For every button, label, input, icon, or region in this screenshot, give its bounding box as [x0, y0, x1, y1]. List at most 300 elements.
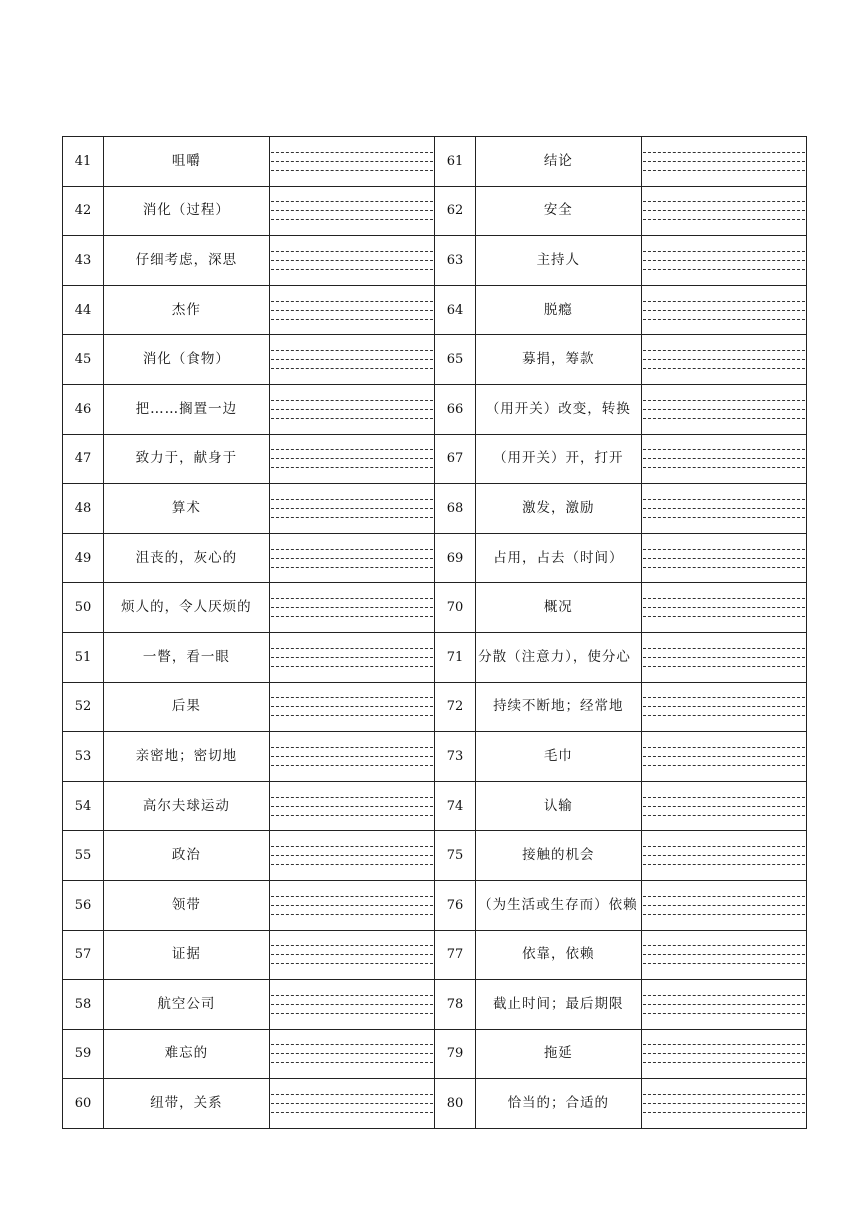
- dashed-writing-line: [271, 1103, 433, 1104]
- answer-blank[interactable]: [641, 236, 806, 286]
- dashed-writing-line: [271, 170, 433, 171]
- chinese-meaning: 后果: [104, 682, 269, 732]
- answer-blank[interactable]: [269, 1029, 434, 1079]
- answer-lines: [270, 782, 434, 831]
- dashed-writing-line: [643, 301, 805, 302]
- dashed-writing-line: [643, 251, 805, 252]
- chinese-meaning: 恰当的；合适的: [476, 1079, 641, 1129]
- answer-lines: [270, 980, 434, 1029]
- answer-blank[interactable]: [641, 1029, 806, 1079]
- chinese-meaning: 杰作: [104, 285, 269, 335]
- dashed-writing-line: [271, 567, 433, 568]
- answer-lines: [270, 732, 434, 781]
- table-row: [63, 880, 807, 930]
- dashed-writing-line: [271, 864, 433, 865]
- dashed-writing-line: [271, 1044, 433, 1045]
- dashed-writing-line: [643, 945, 805, 946]
- chinese-meaning: 认输: [476, 781, 641, 831]
- dashed-writing-line: [271, 607, 433, 608]
- dashed-writing-line: [271, 1013, 433, 1014]
- dashed-writing-line: [643, 161, 805, 162]
- answer-blank[interactable]: [269, 434, 434, 484]
- item-number: 72: [434, 682, 475, 732]
- dashed-writing-line: [643, 1044, 805, 1045]
- answer-lines: [642, 236, 806, 285]
- answer-lines: [642, 583, 806, 632]
- item-number: 44: [63, 285, 104, 335]
- dashed-writing-line: [271, 905, 433, 906]
- dashed-writing-line: [271, 467, 433, 468]
- chinese-meaning: 算术: [104, 484, 269, 534]
- dashed-writing-line: [271, 319, 433, 320]
- table-row: [63, 1079, 807, 1129]
- item-number: 57: [63, 930, 104, 980]
- dashed-writing-line: [643, 310, 805, 311]
- dashed-writing-line: [271, 797, 433, 798]
- chinese-meaning: 致力于，献身于: [104, 434, 269, 484]
- dashed-writing-line: [271, 598, 433, 599]
- item-number: 47: [63, 434, 104, 484]
- chinese-meaning: 消化（食物）: [104, 335, 269, 385]
- dashed-writing-line: [643, 855, 805, 856]
- dashed-writing-line: [643, 747, 805, 748]
- answer-lines: [270, 831, 434, 880]
- answer-lines: [270, 335, 434, 384]
- answer-blank[interactable]: [269, 236, 434, 286]
- dashed-writing-line: [271, 697, 433, 698]
- item-number: 71: [434, 632, 475, 682]
- answer-lines: [642, 732, 806, 781]
- dashed-writing-line: [271, 458, 433, 459]
- chinese-meaning: 分散（注意力），使分心: [476, 632, 641, 682]
- dashed-writing-line: [643, 558, 805, 559]
- dashed-writing-line: [643, 1062, 805, 1063]
- dashed-writing-line: [643, 449, 805, 450]
- answer-blank[interactable]: [641, 781, 806, 831]
- answer-lines: [270, 435, 434, 484]
- dashed-writing-line: [271, 756, 433, 757]
- dashed-writing-line: [271, 449, 433, 450]
- item-number: 43: [63, 236, 104, 286]
- answer-lines: [642, 881, 806, 930]
- dashed-writing-line: [271, 715, 433, 716]
- item-number: 62: [434, 186, 475, 236]
- dashed-writing-line: [643, 260, 805, 261]
- item-number: 41: [63, 137, 104, 187]
- dashed-writing-line: [643, 508, 805, 509]
- answer-lines: [642, 286, 806, 335]
- answer-blank[interactable]: [269, 682, 434, 732]
- answer-lines: [270, 881, 434, 930]
- chinese-meaning: 一瞥，看一眼: [104, 632, 269, 682]
- chinese-meaning: 毛巾: [476, 732, 641, 782]
- dashed-writing-line: [643, 567, 805, 568]
- table-row: [63, 236, 807, 286]
- answer-lines: [270, 385, 434, 434]
- answer-lines: [642, 931, 806, 980]
- answer-lines: [642, 534, 806, 583]
- answer-lines: [270, 1030, 434, 1079]
- dashed-writing-line: [271, 499, 433, 500]
- answer-lines: [270, 931, 434, 980]
- answer-blank[interactable]: [269, 831, 434, 881]
- dashed-writing-line: [643, 1053, 805, 1054]
- dashed-writing-line: [271, 368, 433, 369]
- dashed-writing-line: [643, 319, 805, 320]
- dashed-writing-line: [643, 517, 805, 518]
- dashed-writing-line: [271, 1094, 433, 1095]
- dashed-writing-line: [643, 715, 805, 716]
- answer-lines: [642, 980, 806, 1029]
- table-row: [63, 980, 807, 1030]
- item-number: 70: [434, 583, 475, 633]
- chinese-meaning: 拖延: [476, 1029, 641, 1079]
- item-number: 48: [63, 484, 104, 534]
- answer-blank[interactable]: [269, 335, 434, 385]
- dashed-writing-line: [643, 995, 805, 996]
- chinese-meaning: 依靠，依赖: [476, 930, 641, 980]
- answer-blank[interactable]: [641, 186, 806, 236]
- dashed-writing-line: [271, 995, 433, 996]
- answer-lines: [270, 683, 434, 732]
- answer-lines: [270, 583, 434, 632]
- dashed-writing-line: [271, 765, 433, 766]
- dashed-writing-line: [643, 765, 805, 766]
- dashed-writing-line: [271, 508, 433, 509]
- dashed-writing-line: [643, 815, 805, 816]
- answer-blank[interactable]: [641, 285, 806, 335]
- dashed-writing-line: [271, 152, 433, 153]
- dashed-writing-line: [271, 963, 433, 964]
- table-row: [63, 335, 807, 385]
- dashed-writing-line: [271, 558, 433, 559]
- dashed-writing-line: [271, 706, 433, 707]
- dashed-writing-line: [271, 310, 433, 311]
- answer-blank[interactable]: [641, 831, 806, 881]
- dashed-writing-line: [643, 864, 805, 865]
- answer-lines: [270, 137, 434, 186]
- dashed-writing-line: [643, 152, 805, 153]
- answer-lines: [642, 137, 806, 186]
- answer-lines: [642, 1079, 806, 1128]
- dashed-writing-line: [643, 467, 805, 468]
- dashed-writing-line: [271, 210, 433, 211]
- item-number: 60: [63, 1079, 104, 1129]
- dashed-writing-line: [643, 359, 805, 360]
- dashed-writing-line: [643, 1094, 805, 1095]
- answer-blank[interactable]: [269, 781, 434, 831]
- dashed-writing-line: [643, 954, 805, 955]
- answer-blank[interactable]: [269, 285, 434, 335]
- dashed-writing-line: [271, 1053, 433, 1054]
- dashed-writing-line: [643, 1004, 805, 1005]
- dashed-writing-line: [271, 219, 433, 220]
- item-number: 65: [434, 335, 475, 385]
- table-row: [63, 930, 807, 980]
- item-number: 80: [434, 1079, 475, 1129]
- table-row: [63, 732, 807, 782]
- dashed-writing-line: [643, 1013, 805, 1014]
- chinese-meaning: 纽带，关系: [104, 1079, 269, 1129]
- dashed-writing-line: [271, 945, 433, 946]
- item-number: 51: [63, 632, 104, 682]
- answer-lines: [270, 187, 434, 236]
- answer-blank[interactable]: [641, 137, 806, 187]
- table-row: [63, 434, 807, 484]
- dashed-writing-line: [271, 657, 433, 658]
- dashed-writing-line: [271, 201, 433, 202]
- dashed-writing-line: [643, 697, 805, 698]
- answer-blank[interactable]: [269, 186, 434, 236]
- dashed-writing-line: [643, 458, 805, 459]
- dashed-writing-line: [643, 914, 805, 915]
- table-row: [63, 137, 807, 187]
- dashed-writing-line: [643, 648, 805, 649]
- chinese-meaning: 烦人的，令人厌烦的: [104, 583, 269, 633]
- item-number: 77: [434, 930, 475, 980]
- item-number: 63: [434, 236, 475, 286]
- chinese-meaning: 仔细考虑，深思: [104, 236, 269, 286]
- chinese-meaning: 沮丧的，灰心的: [104, 533, 269, 583]
- chinese-meaning: 募捐，筹款: [476, 335, 641, 385]
- chinese-meaning: （用开关）改变，转换: [476, 384, 641, 434]
- dashed-writing-line: [643, 657, 805, 658]
- answer-blank[interactable]: [269, 137, 434, 187]
- answer-lines: [270, 236, 434, 285]
- chinese-meaning: 消化（过程）: [104, 186, 269, 236]
- dashed-writing-line: [643, 400, 805, 401]
- chinese-meaning: 概况: [476, 583, 641, 633]
- dashed-writing-line: [643, 499, 805, 500]
- answer-blank[interactable]: [269, 384, 434, 434]
- item-number: 54: [63, 781, 104, 831]
- vocab-table: [62, 136, 807, 1129]
- answer-lines: [642, 831, 806, 880]
- dashed-writing-line: [643, 806, 805, 807]
- dashed-writing-line: [643, 797, 805, 798]
- answer-blank[interactable]: [269, 732, 434, 782]
- dashed-writing-line: [643, 170, 805, 171]
- answer-blank[interactable]: [641, 335, 806, 385]
- dashed-writing-line: [271, 359, 433, 360]
- table-row: [63, 484, 807, 534]
- table-row: [63, 632, 807, 682]
- answer-lines: [642, 385, 806, 434]
- answer-blank[interactable]: [641, 732, 806, 782]
- item-number: 61: [434, 137, 475, 187]
- answer-blank[interactable]: [641, 980, 806, 1030]
- answer-lines: [642, 484, 806, 533]
- dashed-writing-line: [271, 747, 433, 748]
- dashed-writing-line: [643, 350, 805, 351]
- chinese-meaning: 高尔夫球运动: [104, 781, 269, 831]
- dashed-writing-line: [271, 666, 433, 667]
- chinese-meaning: 安全: [476, 186, 641, 236]
- item-number: 66: [434, 384, 475, 434]
- chinese-meaning: （为生活或生存而）依赖: [476, 880, 641, 930]
- chinese-meaning: 领带: [104, 880, 269, 930]
- answer-lines: [270, 534, 434, 583]
- item-number: 53: [63, 732, 104, 782]
- item-number: 56: [63, 880, 104, 930]
- table-row: [63, 682, 807, 732]
- chinese-meaning: 咀嚼: [104, 137, 269, 187]
- answer-blank[interactable]: [641, 682, 806, 732]
- item-number: 45: [63, 335, 104, 385]
- dashed-writing-line: [643, 1103, 805, 1104]
- answer-lines: [270, 633, 434, 682]
- dashed-writing-line: [271, 517, 433, 518]
- answer-blank[interactable]: [269, 632, 434, 682]
- answer-blank[interactable]: [641, 880, 806, 930]
- dashed-writing-line: [643, 616, 805, 617]
- dashed-writing-line: [643, 666, 805, 667]
- item-number: 49: [63, 533, 104, 583]
- chinese-meaning: 政治: [104, 831, 269, 881]
- answer-blank[interactable]: [269, 583, 434, 633]
- answer-blank[interactable]: [641, 384, 806, 434]
- item-number: 46: [63, 384, 104, 434]
- answer-lines: [642, 633, 806, 682]
- item-number: 69: [434, 533, 475, 583]
- answer-blank[interactable]: [269, 1079, 434, 1129]
- item-number: 68: [434, 484, 475, 534]
- answer-lines: [270, 1079, 434, 1128]
- dashed-writing-line: [271, 400, 433, 401]
- answer-blank[interactable]: [269, 533, 434, 583]
- dashed-writing-line: [271, 954, 433, 955]
- item-number: 50: [63, 583, 104, 633]
- item-number: 64: [434, 285, 475, 335]
- dashed-writing-line: [643, 756, 805, 757]
- chinese-meaning: 亲密地；密切地: [104, 732, 269, 782]
- dashed-writing-line: [271, 251, 433, 252]
- item-number: 52: [63, 682, 104, 732]
- dashed-writing-line: [643, 607, 805, 608]
- item-number: 75: [434, 831, 475, 881]
- dashed-writing-line: [643, 598, 805, 599]
- dashed-writing-line: [271, 896, 433, 897]
- dashed-writing-line: [271, 806, 433, 807]
- dashed-writing-line: [643, 418, 805, 419]
- dashed-writing-line: [271, 350, 433, 351]
- dashed-writing-line: [271, 418, 433, 419]
- answer-blank[interactable]: [641, 533, 806, 583]
- chinese-meaning: 持续不断地；经常地: [476, 682, 641, 732]
- dashed-writing-line: [271, 914, 433, 915]
- dashed-writing-line: [271, 1062, 433, 1063]
- item-number: 55: [63, 831, 104, 881]
- table-row: [63, 384, 807, 434]
- dashed-writing-line: [271, 549, 433, 550]
- dashed-writing-line: [643, 549, 805, 550]
- dashed-writing-line: [271, 648, 433, 649]
- item-number: 73: [434, 732, 475, 782]
- chinese-meaning: 航空公司: [104, 980, 269, 1030]
- dashed-writing-line: [643, 905, 805, 906]
- answer-lines: [270, 286, 434, 335]
- answer-blank[interactable]: [641, 484, 806, 534]
- dashed-writing-line: [271, 161, 433, 162]
- dashed-writing-line: [643, 210, 805, 211]
- chinese-meaning: 接触的机会: [476, 831, 641, 881]
- answer-lines: [270, 484, 434, 533]
- item-number: 79: [434, 1029, 475, 1079]
- item-number: 42: [63, 186, 104, 236]
- item-number: 59: [63, 1029, 104, 1079]
- item-number: 74: [434, 781, 475, 831]
- dashed-writing-line: [271, 1004, 433, 1005]
- item-number: 78: [434, 980, 475, 1030]
- table-row: [63, 533, 807, 583]
- dashed-writing-line: [271, 846, 433, 847]
- answer-blank[interactable]: [641, 930, 806, 980]
- dashed-writing-line: [643, 409, 805, 410]
- dashed-writing-line: [271, 260, 433, 261]
- table-row: [63, 186, 807, 236]
- dashed-writing-line: [643, 1112, 805, 1113]
- item-number: 58: [63, 980, 104, 1030]
- table-row: [63, 781, 807, 831]
- dashed-writing-line: [271, 855, 433, 856]
- answer-lines: [642, 187, 806, 236]
- vocab-table-body: [63, 137, 807, 1129]
- chinese-meaning: 截止时间；最后期限: [476, 980, 641, 1030]
- answer-lines: [642, 782, 806, 831]
- dashed-writing-line: [643, 219, 805, 220]
- dashed-writing-line: [271, 269, 433, 270]
- dashed-writing-line: [271, 815, 433, 816]
- chinese-meaning: 结论: [476, 137, 641, 187]
- item-number: 76: [434, 880, 475, 930]
- dashed-writing-line: [643, 269, 805, 270]
- dashed-writing-line: [643, 896, 805, 897]
- dashed-writing-line: [271, 301, 433, 302]
- dashed-writing-line: [643, 706, 805, 707]
- dashed-writing-line: [271, 409, 433, 410]
- dashed-writing-line: [643, 368, 805, 369]
- table-row: [63, 831, 807, 881]
- table-row: [63, 1029, 807, 1079]
- answer-blank[interactable]: [269, 880, 434, 930]
- answer-blank[interactable]: [641, 632, 806, 682]
- chinese-meaning: 占用，占去（时间）: [476, 533, 641, 583]
- answer-blank[interactable]: [641, 1079, 806, 1129]
- answer-lines: [642, 435, 806, 484]
- chinese-meaning: 脱瘾: [476, 285, 641, 335]
- answer-blank[interactable]: [269, 980, 434, 1030]
- dashed-writing-line: [271, 616, 433, 617]
- chinese-meaning: 证据: [104, 930, 269, 980]
- dashed-writing-line: [643, 846, 805, 847]
- answer-blank[interactable]: [641, 434, 806, 484]
- chinese-meaning: 主持人: [476, 236, 641, 286]
- chinese-meaning: 难忘的: [104, 1029, 269, 1079]
- dashed-writing-line: [271, 1112, 433, 1113]
- answer-blank[interactable]: [269, 484, 434, 534]
- chinese-meaning: 把……搁置一边: [104, 384, 269, 434]
- item-number: 67: [434, 434, 475, 484]
- answer-blank[interactable]: [641, 583, 806, 633]
- chinese-meaning: （用开关）开，打开: [476, 434, 641, 484]
- table-row: [63, 583, 807, 633]
- answer-blank[interactable]: [269, 930, 434, 980]
- table-row: [63, 285, 807, 335]
- answer-lines: [642, 683, 806, 732]
- chinese-meaning: 激发，激励: [476, 484, 641, 534]
- dashed-writing-line: [643, 201, 805, 202]
- answer-lines: [642, 1030, 806, 1079]
